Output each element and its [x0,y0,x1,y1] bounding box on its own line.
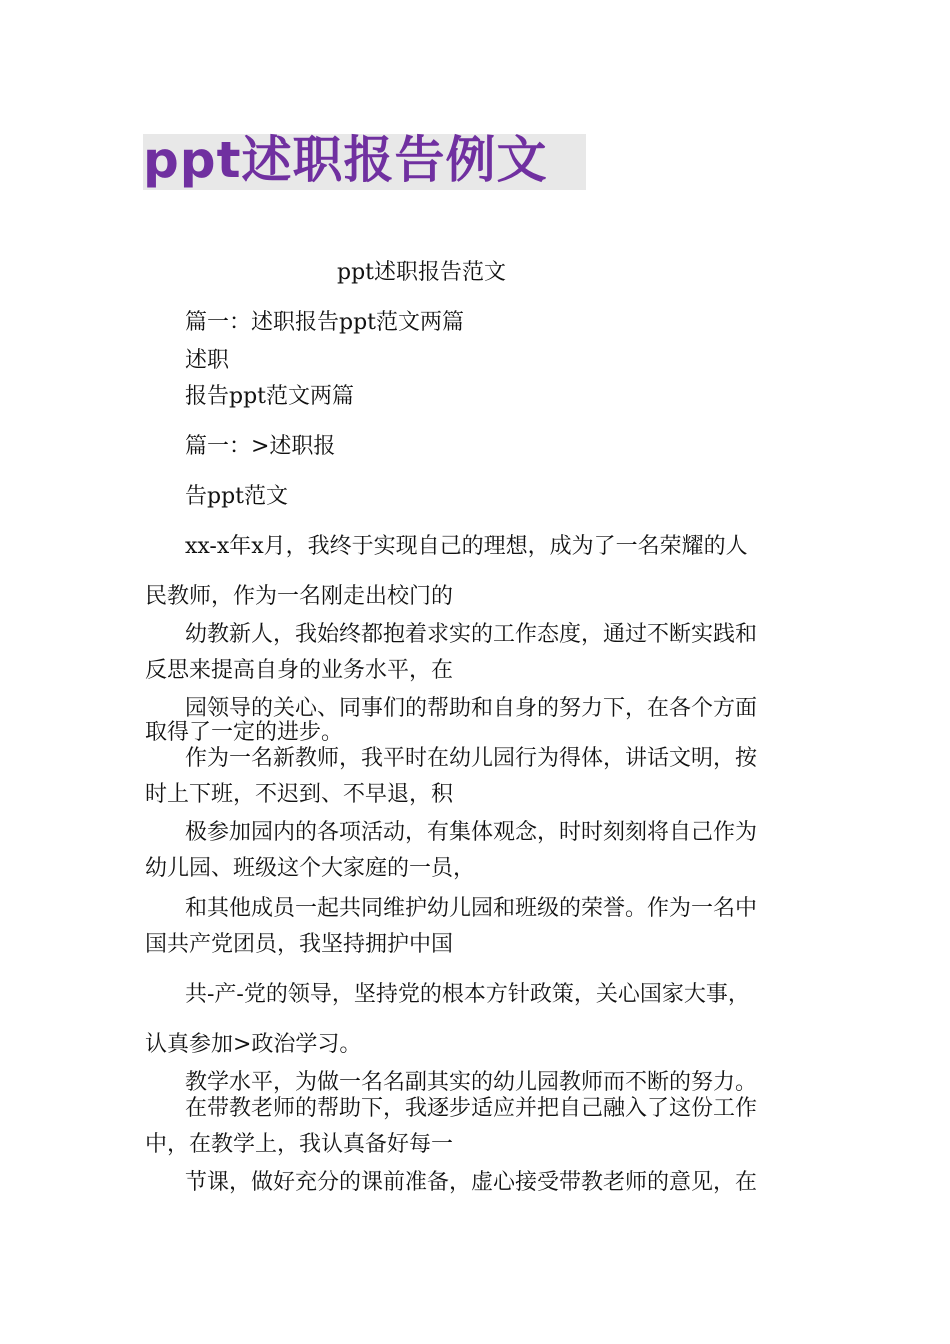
paragraph-line: 教学水平，为做一名名副其实的幼儿园教师而不断的努力。 [185,1070,758,1095]
paragraph-line: 述职 [185,348,230,373]
paragraph-line: 认真参加>政治学习。 [145,1032,362,1057]
paragraph-line: 作为一名新教师，我平时在幼儿园行为得体，讲话文明，按 [185,746,758,771]
paragraph-line: 篇一：>述职报 [185,434,336,459]
paragraph-line: 极参加园内的各项活动，有集体观念，时时刻刻将自己作为 [185,820,758,845]
paragraph-line: 取得了一定的进步。 [145,720,344,745]
paragraph-line: 时上下班，不迟到、不早退，积 [145,782,454,807]
paragraph-line: 篇一：述职报告ppt范文两篇 [185,310,465,335]
paragraph-line: 告ppt范文 [185,484,289,509]
paragraph-line: 幼儿园、班级这个大家庭的一员， [145,856,476,881]
paragraph-line: 节课，做好充分的课前准备，虚心接受带教老师的意见，在 [185,1170,758,1195]
paragraph-line: 在带教老师的帮助下，我逐步适应并把自己融入了这份工作 [185,1096,758,1121]
paragraph-line: 幼教新人，我始终都抱着求实的工作态度，通过不断实践和 [185,622,758,647]
paragraph-line: 园领导的关心、同事们的帮助和自身的努力下，在各个方面 [185,696,758,721]
paragraph-line: xx-x年x月，我终于实现自己的理想，成为了一名荣耀的人 [185,534,748,559]
paragraph-line: 报告ppt范文两篇 [185,384,355,409]
paragraph-line: 国共产党团员，我坚持拥护中国 [145,932,454,957]
paragraph-line: 民教师，作为一名刚走出校门的 [145,584,454,609]
paragraph-line: 反思来提高自身的业务水平，在 [145,658,454,683]
paragraph-line: 和其他成员一起共同维护幼儿园和班级的荣誉。作为一名中 [185,896,758,921]
document-title: ppt述职报告例文 [143,131,548,189]
document-subtitle: ppt述职报告范文 [337,260,507,285]
paragraph-line: 共-产-党的领导，坚持党的根本方针政策，关心国家大事， [185,982,750,1007]
paragraph-line: 中，在教学上，我认真备好每一 [145,1132,454,1157]
